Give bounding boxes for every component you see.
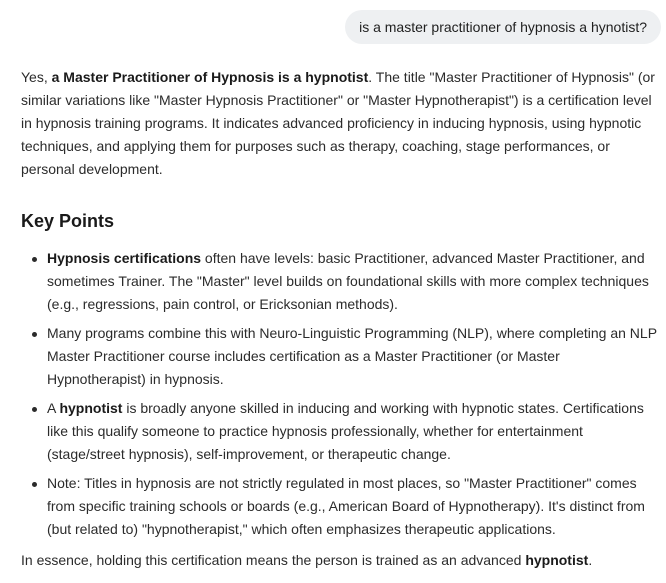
intro-bold: a Master Practitioner of Hypnosis is a hypnotist (51, 69, 369, 85)
closing-text: In essence, holding this certification means the person is trained as an advanced (21, 552, 526, 568)
intro-paragraph (21, 66, 661, 181)
bullet-text: often have levels: basic Practitioner, advanced Master Practitioner, and sometimes Trainer. The "Master" level builds on foundational skills with more complex techniques (e.g., regressions, pain control, or Ericksonian methods). (47, 250, 649, 312)
bullet-bold: hypnotist (59, 400, 123, 416)
list-item (21, 247, 661, 316)
key-points-list (21, 247, 661, 541)
bullet-bold: Hypnosis certifications (47, 250, 202, 266)
list-item (21, 322, 661, 391)
intro-prefix: Yes, (21, 69, 52, 85)
bullet-prefix: A (47, 400, 60, 416)
list-item (21, 472, 661, 541)
intro-rest: . The title "Master Practitioner of Hypnosis" (or similar variations like "Master Hypnosis Practitioner" or "Master Hypnotherapist") is a certification level in hypnosis training programs. It indicates advanced proficiency in inducing hypnosis, using hypnotic techniques, and applying them for purposes such as therapy, coaching, stage performances, or personal development. (21, 69, 655, 177)
closing-paragraph (21, 549, 661, 572)
user-message-bubble (345, 10, 661, 44)
bullet-text: Note: Titles in hypnosis are not strictly regulated in most places, so "Master Practitioner" comes from specific training schools or boards (e.g., American Board of Hypnotherapy). It's distinct from (but related to) "hypnotherapist," which often emphasizes therapeutic applications. (47, 475, 645, 537)
section-heading: Key Points (21, 211, 115, 231)
bullet-text: Many programs combine this with Neuro-Linguistic Programming (NLP), where completing an NLP Master Practitioner course includes certification as a Master Practitioner (or Master Hypnotherapist) in hypnosis. (47, 325, 657, 387)
bullet-text: is broadly anyone skilled in inducing and working with hypnotic states. Certifications like this qualify someone to practice hypnosis professionally, whether for entertainment (stage/street hypnosis), self-improvement, or therapeutic change. (47, 400, 644, 462)
closing-suffix: . (588, 552, 593, 568)
closing-bold: hypnotist (525, 552, 589, 568)
user-message-text: is a master practitioner of hypnosis a hynotist? (359, 19, 647, 35)
assistant-response (21, 66, 661, 572)
list-item (21, 397, 661, 466)
